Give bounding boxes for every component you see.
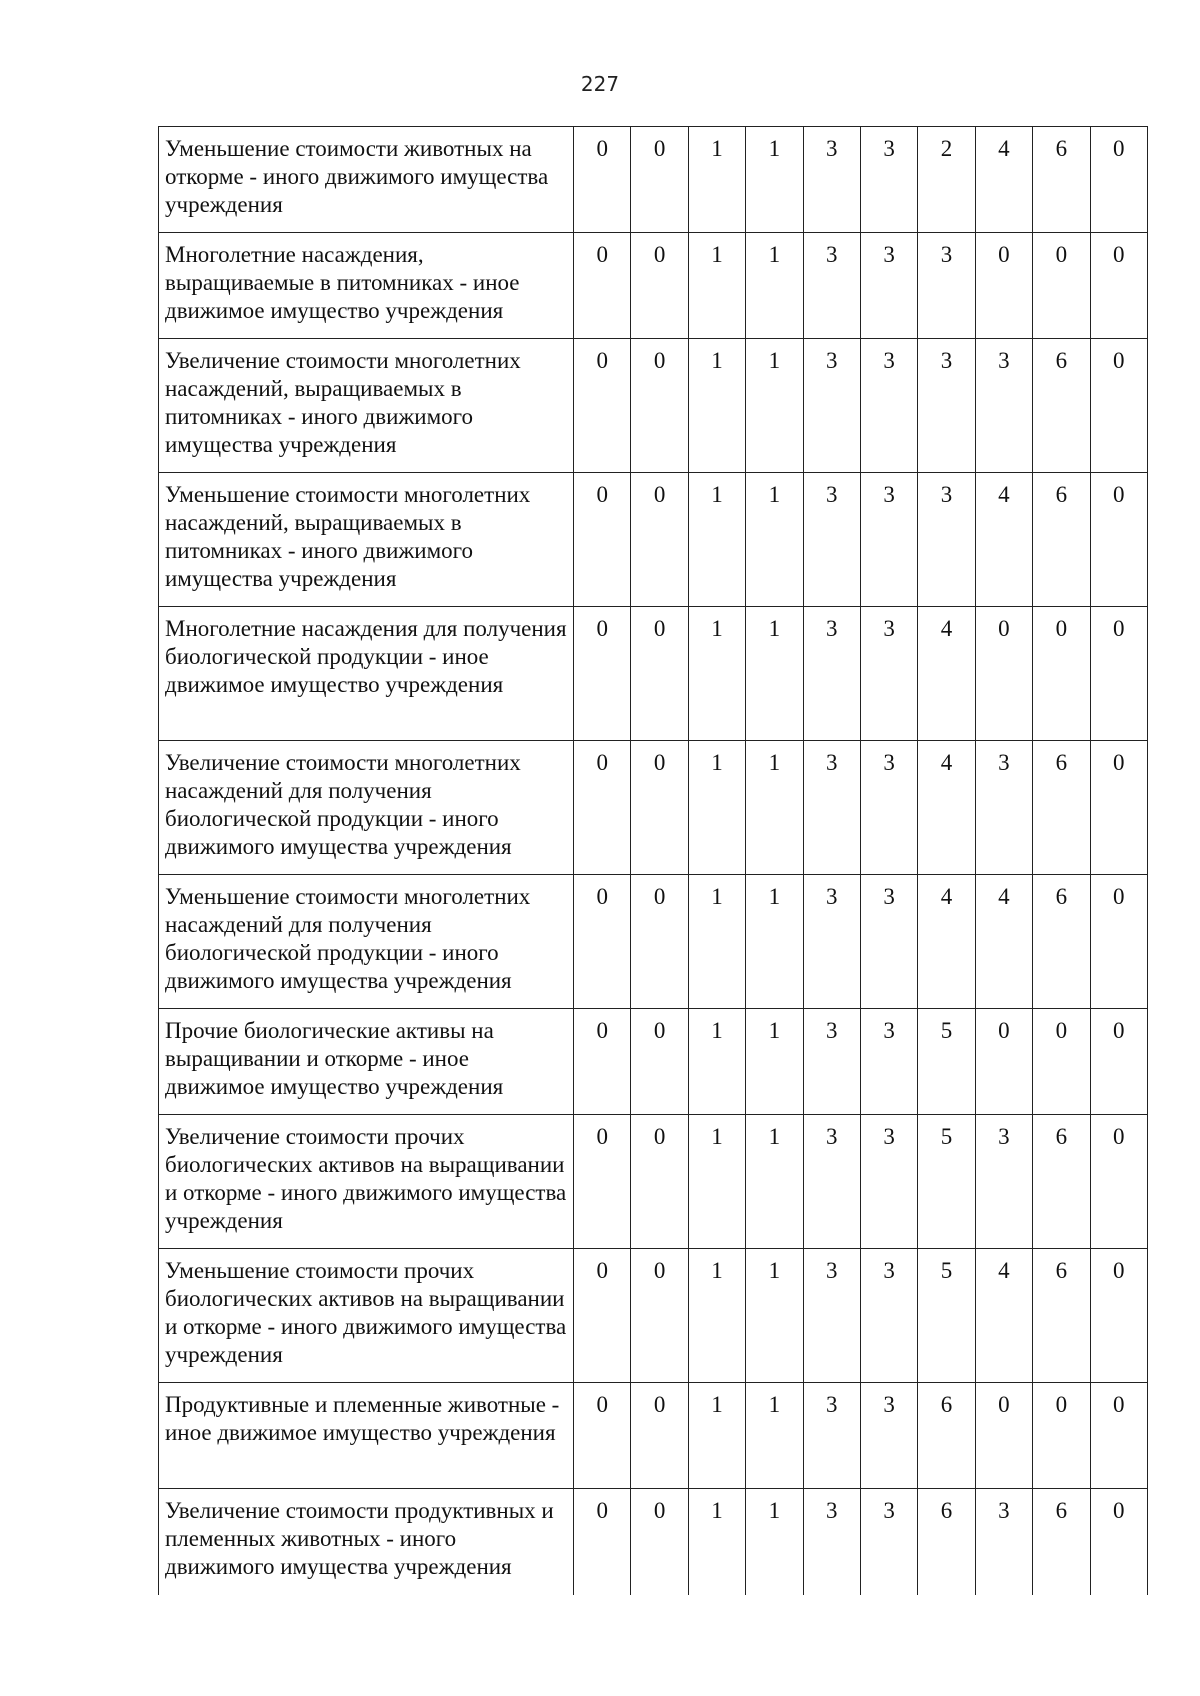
code-digit: 4 bbox=[975, 1249, 1032, 1383]
code-digit: 2 bbox=[918, 127, 975, 233]
code-digit: 0 bbox=[574, 127, 631, 233]
table-row bbox=[159, 473, 1148, 607]
code-digit: 3 bbox=[860, 1383, 917, 1489]
code-digit: 1 bbox=[746, 875, 803, 1009]
code-digit: 0 bbox=[1033, 1383, 1090, 1489]
code-digit: 0 bbox=[1090, 233, 1147, 339]
code-digit: 4 bbox=[975, 473, 1032, 607]
code-digit: 0 bbox=[1033, 607, 1090, 741]
code-digit: 3 bbox=[803, 875, 860, 1009]
row-label: Продуктивные и племенные животные - иное движимое имущество учреждения bbox=[159, 1383, 574, 1489]
code-digit: 0 bbox=[1090, 607, 1147, 741]
code-digit: 1 bbox=[746, 339, 803, 473]
code-digit: 1 bbox=[746, 1115, 803, 1249]
table-row bbox=[159, 127, 1148, 233]
table-row bbox=[159, 1383, 1148, 1489]
code-digit: 0 bbox=[1090, 1249, 1147, 1383]
code-digit: 0 bbox=[631, 473, 688, 607]
row-label: Уменьшение стоимости многолетних насаждений, выращиваемых в питомниках - иного движимого имущества учреждения bbox=[159, 473, 574, 607]
row-label: Увеличение стоимости многолетних насаждений для получения биологической продукции - иного движимого имущества учреждения bbox=[159, 741, 574, 875]
code-digit: 3 bbox=[803, 1115, 860, 1249]
code-digit: 0 bbox=[574, 607, 631, 741]
table-row bbox=[159, 233, 1148, 339]
code-digit: 3 bbox=[803, 1009, 860, 1115]
code-digit: 3 bbox=[860, 233, 917, 339]
code-digit: 0 bbox=[1090, 741, 1147, 875]
code-digit: 0 bbox=[975, 607, 1032, 741]
code-digit: 6 bbox=[1033, 741, 1090, 875]
code-digit: 1 bbox=[746, 1489, 803, 1595]
code-digit: 0 bbox=[574, 339, 631, 473]
code-digit: 4 bbox=[975, 875, 1032, 1009]
code-digit: 3 bbox=[860, 473, 917, 607]
code-digit: 0 bbox=[574, 1383, 631, 1489]
code-digit: 3 bbox=[803, 1383, 860, 1489]
code-digit: 1 bbox=[688, 1249, 745, 1383]
row-label: Увеличение стоимости продуктивных и племенных животных - иного движимого имущества учреждения bbox=[159, 1489, 574, 1595]
code-digit: 1 bbox=[688, 1383, 745, 1489]
code-digit: 1 bbox=[688, 1489, 745, 1595]
code-digit: 3 bbox=[918, 339, 975, 473]
code-digit: 0 bbox=[1090, 339, 1147, 473]
row-label: Уменьшение стоимости животных на откорме - иного движимого имущества учреждения bbox=[159, 127, 574, 233]
table-row bbox=[159, 741, 1148, 875]
table-row bbox=[159, 1115, 1148, 1249]
code-digit: 1 bbox=[746, 127, 803, 233]
code-digit: 0 bbox=[631, 1249, 688, 1383]
code-digit: 1 bbox=[688, 127, 745, 233]
code-digit: 0 bbox=[1033, 1009, 1090, 1115]
code-digit: 6 bbox=[1033, 127, 1090, 233]
code-digit: 1 bbox=[688, 875, 745, 1009]
table-row bbox=[159, 875, 1148, 1009]
row-label: Увеличение стоимости прочих биологических активов на выращивании и откорме - иного движимого имущества учреждения bbox=[159, 1115, 574, 1249]
code-digit: 0 bbox=[1090, 1383, 1147, 1489]
code-digit: 3 bbox=[860, 875, 917, 1009]
code-digit: 1 bbox=[688, 607, 745, 741]
code-digit: 0 bbox=[631, 233, 688, 339]
code-digit: 1 bbox=[746, 473, 803, 607]
code-digit: 0 bbox=[1033, 233, 1090, 339]
row-label: Увеличение стоимости многолетних насаждений, выращиваемых в питомниках - иного движимого имущества учреждения bbox=[159, 339, 574, 473]
code-digit: 0 bbox=[631, 339, 688, 473]
code-digit: 0 bbox=[574, 741, 631, 875]
code-digit: 3 bbox=[803, 339, 860, 473]
code-digit: 3 bbox=[860, 1009, 917, 1115]
table-row bbox=[159, 1249, 1148, 1383]
code-digit: 6 bbox=[1033, 1115, 1090, 1249]
code-digit: 5 bbox=[918, 1249, 975, 1383]
code-digit: 1 bbox=[746, 1383, 803, 1489]
code-digit: 0 bbox=[574, 473, 631, 607]
code-digit: 3 bbox=[860, 607, 917, 741]
row-label: Многолетние насаждения, выращиваемые в питомниках - иное движимое имущество учреждения bbox=[159, 233, 574, 339]
table-row bbox=[159, 1489, 1148, 1595]
code-digit: 3 bbox=[975, 741, 1032, 875]
code-digit: 1 bbox=[688, 1115, 745, 1249]
code-digit: 0 bbox=[631, 607, 688, 741]
code-digit: 0 bbox=[1090, 127, 1147, 233]
row-label: Многолетние насаждения для получения биологической продукции - иное движимое имущество учреждения bbox=[159, 607, 574, 741]
code-digit: 0 bbox=[1090, 1009, 1147, 1115]
account-table bbox=[158, 126, 1148, 1595]
code-digit: 3 bbox=[803, 127, 860, 233]
code-digit: 0 bbox=[1090, 473, 1147, 607]
code-digit: 4 bbox=[918, 741, 975, 875]
code-digit: 6 bbox=[1033, 875, 1090, 1009]
account-table-body bbox=[159, 127, 1148, 1595]
code-digit: 6 bbox=[918, 1489, 975, 1595]
code-digit: 0 bbox=[574, 1249, 631, 1383]
code-digit: 1 bbox=[688, 473, 745, 607]
code-digit: 1 bbox=[688, 741, 745, 875]
code-digit: 3 bbox=[918, 473, 975, 607]
code-digit: 4 bbox=[918, 607, 975, 741]
code-digit: 1 bbox=[688, 339, 745, 473]
code-digit: 0 bbox=[631, 741, 688, 875]
table-row bbox=[159, 339, 1148, 473]
code-digit: 3 bbox=[975, 339, 1032, 473]
code-digit: 0 bbox=[1090, 1115, 1147, 1249]
code-digit: 0 bbox=[631, 1009, 688, 1115]
code-digit: 3 bbox=[803, 607, 860, 741]
code-digit: 3 bbox=[803, 1249, 860, 1383]
page-number: 227 bbox=[580, 72, 620, 96]
code-digit: 0 bbox=[631, 1489, 688, 1595]
code-digit: 0 bbox=[574, 1009, 631, 1115]
code-digit: 0 bbox=[574, 233, 631, 339]
code-digit: 3 bbox=[860, 1249, 917, 1383]
code-digit: 3 bbox=[918, 233, 975, 339]
code-digit: 3 bbox=[860, 741, 917, 875]
code-digit: 1 bbox=[688, 233, 745, 339]
code-digit: 3 bbox=[860, 127, 917, 233]
code-digit: 0 bbox=[1090, 875, 1147, 1009]
code-digit: 1 bbox=[746, 607, 803, 741]
code-digit: 6 bbox=[1033, 473, 1090, 607]
code-digit: 5 bbox=[918, 1115, 975, 1249]
code-digit: 0 bbox=[1090, 1489, 1147, 1595]
code-digit: 0 bbox=[574, 1115, 631, 1249]
code-digit: 1 bbox=[688, 1009, 745, 1115]
code-digit: 5 bbox=[918, 1009, 975, 1115]
code-digit: 3 bbox=[803, 233, 860, 339]
table-row bbox=[159, 607, 1148, 741]
code-digit: 6 bbox=[1033, 1249, 1090, 1383]
code-digit: 0 bbox=[574, 1489, 631, 1595]
code-digit: 3 bbox=[803, 1489, 860, 1595]
code-digit: 6 bbox=[1033, 1489, 1090, 1595]
code-digit: 0 bbox=[975, 233, 1032, 339]
code-digit: 3 bbox=[803, 741, 860, 875]
table-row bbox=[159, 1009, 1148, 1115]
code-digit: 1 bbox=[746, 233, 803, 339]
code-digit: 3 bbox=[975, 1115, 1032, 1249]
code-digit: 1 bbox=[746, 1249, 803, 1383]
row-label: Уменьшение стоимости прочих биологических активов на выращивании и откорме - иного движимого имущества учреждения bbox=[159, 1249, 574, 1383]
code-digit: 1 bbox=[746, 741, 803, 875]
code-digit: 0 bbox=[631, 1383, 688, 1489]
code-digit: 3 bbox=[975, 1489, 1032, 1595]
code-digit: 6 bbox=[1033, 339, 1090, 473]
code-digit: 0 bbox=[631, 1115, 688, 1249]
code-digit: 4 bbox=[975, 127, 1032, 233]
code-digit: 3 bbox=[803, 473, 860, 607]
code-digit: 3 bbox=[860, 1489, 917, 1595]
code-digit: 0 bbox=[574, 875, 631, 1009]
code-digit: 6 bbox=[918, 1383, 975, 1489]
row-label: Уменьшение стоимости многолетних насаждений для получения биологической продукции - иного движимого имущества учреждения bbox=[159, 875, 574, 1009]
code-digit: 0 bbox=[631, 127, 688, 233]
row-label: Прочие биологические активы на выращивании и откорме - иное движимое имущество учреждения bbox=[159, 1009, 574, 1115]
code-digit: 0 bbox=[975, 1383, 1032, 1489]
code-digit: 3 bbox=[860, 1115, 917, 1249]
code-digit: 1 bbox=[746, 1009, 803, 1115]
code-digit: 4 bbox=[918, 875, 975, 1009]
code-digit: 0 bbox=[631, 875, 688, 1009]
code-digit: 0 bbox=[975, 1009, 1032, 1115]
code-digit: 3 bbox=[860, 339, 917, 473]
